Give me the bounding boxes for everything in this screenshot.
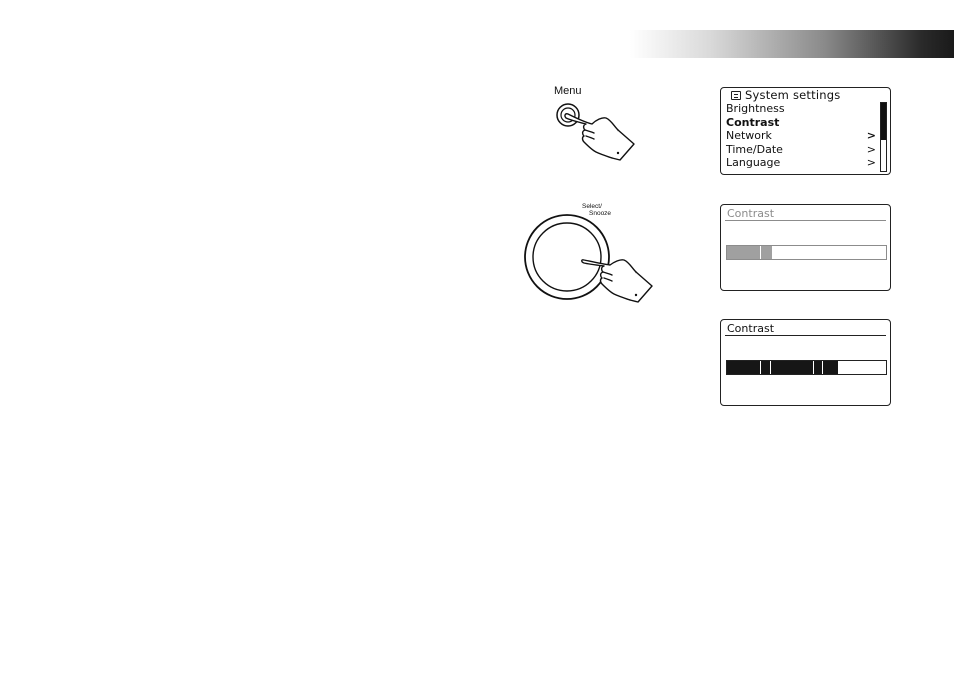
contrast-title-low: Contrast bbox=[727, 207, 775, 220]
chevron-right-icon: > bbox=[866, 142, 876, 156]
select-label-line2: Snooze bbox=[589, 210, 612, 217]
title-divider-low bbox=[725, 220, 886, 221]
menu-item-time-date[interactable] bbox=[726, 143, 876, 157]
menu-header bbox=[731, 88, 840, 102]
contrast-bar-low[interactable] bbox=[726, 245, 887, 260]
menu-item-label: Time/Date bbox=[726, 142, 783, 156]
menu-item-label: Contrast bbox=[726, 115, 780, 129]
menu-button-label: Menu bbox=[554, 85, 582, 97]
menu-item-label: Network bbox=[726, 129, 772, 142]
lcd-system-settings-screen bbox=[720, 87, 891, 175]
menu-item-label: Brightness bbox=[726, 102, 785, 115]
menu-scroll-thumb[interactable] bbox=[881, 103, 886, 140]
settings-menu-list bbox=[726, 102, 876, 170]
chevron-right-icon: > bbox=[866, 129, 876, 142]
select-label-line1: Select/ bbox=[582, 203, 602, 210]
cuff-button bbox=[617, 152, 619, 154]
contrast-bar-high[interactable] bbox=[726, 360, 887, 375]
contrast-bar-fill-low bbox=[727, 246, 772, 259]
contrast-title-high: Contrast bbox=[727, 322, 775, 335]
title-divider-high bbox=[725, 335, 886, 336]
pointing-hand-icon bbox=[565, 114, 634, 160]
bar-segment-divider bbox=[760, 361, 761, 374]
menu-item-network[interactable] bbox=[726, 129, 876, 143]
cuff-button-2 bbox=[635, 294, 637, 296]
bar-segment-divider bbox=[770, 361, 771, 374]
menu-item-contrast[interactable] bbox=[726, 116, 876, 130]
bar-segment-divider bbox=[822, 361, 823, 374]
select-knob-press-illustration[interactable] bbox=[522, 212, 662, 316]
lcd-contrast-screen-high bbox=[720, 319, 891, 406]
bar-segment-divider bbox=[813, 361, 814, 374]
menu-item-brightness[interactable] bbox=[726, 102, 876, 116]
menu-title: System settings bbox=[745, 88, 841, 102]
menu-scrollbar[interactable] bbox=[880, 102, 887, 172]
menu-item-label: Language bbox=[726, 156, 781, 169]
menu-button-press-illustration[interactable] bbox=[548, 96, 648, 168]
menu-list-icon bbox=[731, 91, 741, 100]
chevron-right-icon: > bbox=[866, 156, 876, 169]
lcd-contrast-screen-low bbox=[720, 204, 891, 291]
bar-segment-divider bbox=[760, 246, 761, 259]
menu-item-language[interactable] bbox=[726, 156, 876, 170]
contrast-bar-fill-high bbox=[727, 361, 838, 374]
select-snooze-knob[interactable] bbox=[525, 215, 609, 299]
header-gradient-bar bbox=[630, 30, 954, 58]
